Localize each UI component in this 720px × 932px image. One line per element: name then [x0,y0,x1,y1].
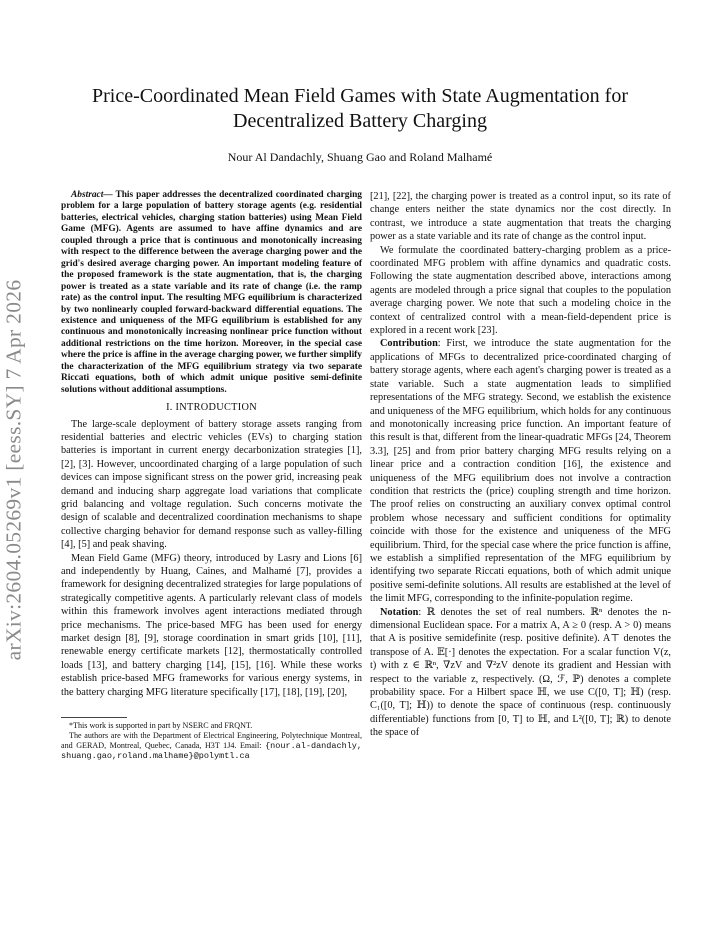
paper-title [60,84,660,134]
footnote-support: *This work is supported in part by NSERC and FRQNT. [69,721,253,731]
title-line-2: Decentralized Battery Charging [233,110,487,132]
footnote-affiliation-text: The authors are with the Department of Electrical Engineering, Polytechnique Montreal, and GERAD, Montreal, Quebec, Canada, H3T 1J4. Email: [61,730,362,750]
contribution-paragraph [370,337,671,605]
footnote-emails[interactable]: {nour.al-dandachly, shuang.gao,roland.malhame}@polymtl.ca [61,740,362,762]
right-column [370,190,671,740]
contribution-label: Contribution [380,338,438,350]
title-line-1: Price-Coordinated Mean Field Games with State Augmentation for [92,85,628,107]
intro-paragraph-2: Mean Field Game (MFG) theory, introduced by Lasry and Lions [6] and independently by Huang, Caines, and Malhamé [7], provides a framework for designing decentralized strategies for large populations of strategically competitive agents. A particularly relevant class of models within this framework involves agent interactions mediated through price mechanisms. The price-based MFG has been used for energy market design [8], [9], storage coordination in smart grids [10], [11], renewable energy certificate markets [12], thermostatically controlled loads [13], and battery charging [14], [15], [16]. While these works establish price-based MFG frameworks for various energy systems, in the battery charging MFG literature specifically [17], [18], [19], [20], [61,552,362,698]
notation-text: : ℝ denotes the set of real numbers. ℝⁿ denotes the n-dimensional Euclidean space. For a matrix A, A ≥ 0 (resp. A > 0) means that A is positive semidefinite (resp. positive definite). A⊤ denotes the transpose of A. 𝔼[·] denotes the expectation. For a scalar function V(z, t) with z ∈ ℝⁿ, ∇zV and ∇²zV denote its gradient and Hessian with respect to the variable z, respectively. (Ω, ℱ, ℙ) denotes a complete probability space. For a Hilbert space ℍ, we use C([0, T]; ℍ) (resp. C₁([0, T]; ℍ)) to denote the space of continuous (resp. continuously differentiable) functions from [0, T] to ℍ, and L²([0, T]; ℝ) to denote the space of [370,606,671,739]
abstract-body: — This paper addresses the decentralized coordinated charging problem for a large population of battery storage agents (e.g. residential batteries, electrical vehicles, charging station batteries) using Mean Field Game (MFG). Agents are assumed to have affine dynamics and are coupled through a price that is continuous and monotonically increasing with respect to the difference between the average charging power and the grid's desired average charging power. An important modeling feature of the proposed framework is the state augmentation, that is, the charging power is treated as a state variable and its rate of change (i.e. the ramp rate) as the control input. The resulting MFG equilibrium is characterized by two nonlinearly coupled forward-backward differential equations. The existence and uniqueness of the MFG equilibrium is established for any continuous and monotonically increasing nonlinear price function without additional restrictions on the time horizon. Moreover, in the special case where the price is affine in the average charging power, we further simplify the characterization of the MFG equilibrium strategy via two separate Riccati equations, both of which admit unique positive semi-definite solutions without additional assumptions. [61,190,362,395]
arxiv-stamp-text: arXiv:2604.05269v1 [eess.SY] 7 Apr 2026 [1,279,26,661]
footnote-affiliation [61,731,362,762]
intro-paragraph-3: [21], [22], the charging power is treated as a control input, so its rate of change enters neither the state dynamics nor the cost directly. In contrast, we introduce a state augmentation that treats the charging power as a state variable and its rate of change as the control input. [370,191,671,243]
abstract [61,190,362,396]
intro-paragraph-4: We formulate the coordinated battery-charging problem as a price-coordinated MFG problem with affine dynamics and quadratic costs. Following the state augmentation described above, interactions among agents are modeled through a price signal that couples to the population average charging power. We note that such a modeling choice in the context of centralized control with a mean-field-dependent price is explored in a recent work [23]. [370,244,671,337]
abstract-label: Abstract [71,190,104,200]
contribution-text: : First, we introduce the state augmentation for the applications of MFGs to decentralized price-coordinated charging of battery storage agents, where each agent's charging power is treated as a state variable. Such a state augmentation leads to simplified representations of the MFG strategy. Second, we establish the existence and uniqueness of the MFG equilibrium, which holds for any continuous and monotonically increasing price function. An important feature of this result is that, different from the linear-quadratic MFGs [24, Theorem 3.3], [25] and from prior battery charging MFG results relying on a linear price and a contraction condition [16], the existence and uniqueness of the MFG equilibrium does not involve a contraction condition that restricts the (price) coupling strength and time horizon. The proof relies on constructing an auxiliary convex optimal control problem whose necessary and sufficient conditions for optimality coincide with those for the existence and uniqueness of the MFG equilibrium. Third, for the special case where the price function is affine, we establish a simplified representation of the MFG equilibrium by identifying two separate Riccati equations, both of which admit unique positive semi-definite solutions. All results are established at the level of the limit MFG, corresponding to the infinite-population regime. [370,338,671,605]
footnote [61,721,362,762]
left-column [61,190,362,762]
section-heading-introduction: I. INTRODUCTION [166,402,257,414]
footnote-divider [61,717,127,718]
intro-paragraph-1: The large-scale deployment of battery storage assets ranging from residential batteries and electric vehicles (EVs) to charging station batteries is important in current energy decarbonization strategies [1], [2], [3]. However, uncoordinated charging of a large population of such devices can impose significant stress on the power grid, increasing peak demand and inducing sharp aggregate load variations that complicate grid balancing and voltage regulation. Such concerns motivate the design of scalable and decentralized coordination mechanisms to shape collective charging behavior for demand response such as valley-filling [4], [5] and peak shaving. [61,418,362,551]
notation-paragraph [370,606,671,740]
author-list: Nour Al Dandachly, Shuang Gao and Roland Malhamé [227,150,493,164]
notation-label: Notation [380,606,419,618]
